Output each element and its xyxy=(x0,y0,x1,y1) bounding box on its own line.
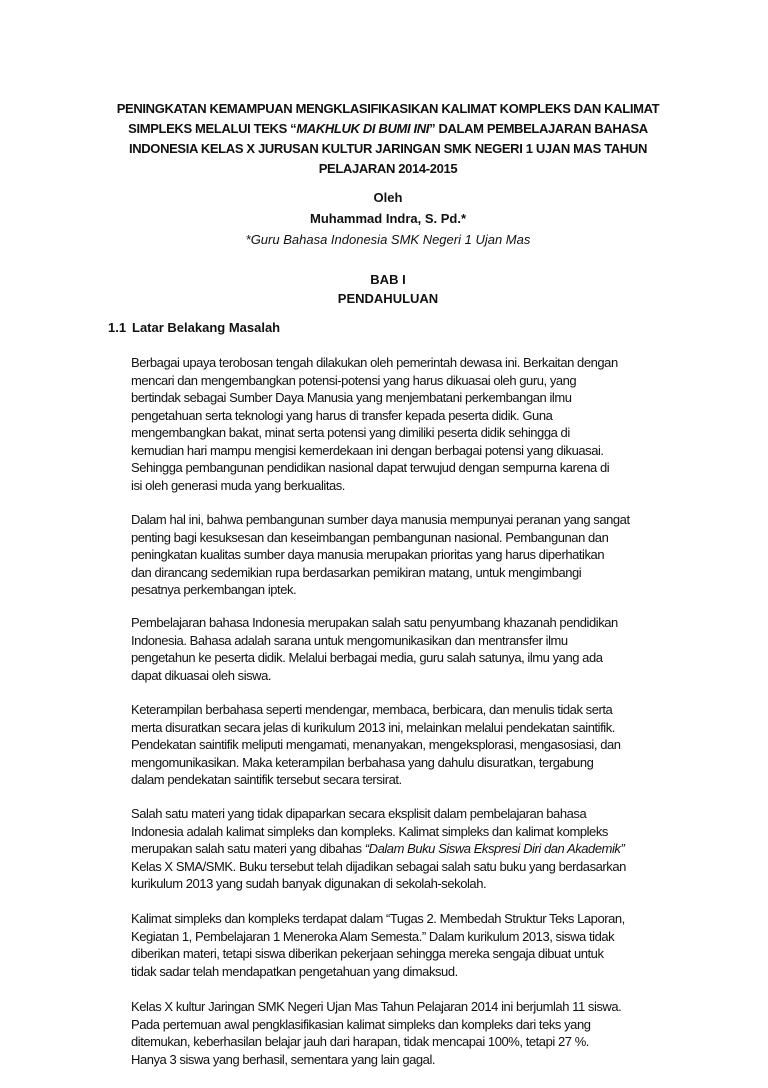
paragraph-1 xyxy=(131,354,671,494)
paragraph-line: dalam pendekatan saintifik tersebut secara tersirat. xyxy=(131,772,402,787)
paragraph-2 xyxy=(131,511,671,599)
paragraph-line: Kegiatan 1, Pembelajaran 1 Meneroka Alam Semesta.” Dalam kurikulum 2013, siswa tidak xyxy=(131,928,615,944)
section-heading xyxy=(108,320,280,335)
paragraph-line: Pendekatan saintifik meliputi mengamati, menanyakan, mengeksplorasi, mengasosiasi, dan xyxy=(131,737,621,752)
title-line-2-post: ” DALAM PEMBELAJARAN BAHASA xyxy=(429,121,648,136)
paragraph-line: bertindak sebagai Sumber Daya Manusia yang menjembatani perkembangan ilmu xyxy=(131,390,572,405)
title-italic-phrase: MAKHLUK DI BUMI INI xyxy=(296,121,430,136)
by-label: Oleh xyxy=(373,190,403,205)
paragraph-line: Kelas X SMA/SMK. Buku tersebut telah dijadikan sebagai salah satu buku yang berdasarkan xyxy=(131,858,626,874)
chapter-title: PENDAHULUAN xyxy=(337,291,439,306)
paragraph-3 xyxy=(131,614,671,684)
paragraph-line: diberikan materi, tetapi siswa diberikan pekerjaan sehingga mereka sengaja dibuat untuk xyxy=(131,946,604,961)
paragraph-line: Kelas X kultur Jaringan SMK Negeri Ujan Mas Tahun Pelajaran 2014 ini berjumlah 11 siswa. xyxy=(131,999,622,1014)
paragraph-line: pesatnya perkembangan iptek. xyxy=(131,582,297,597)
paragraph-line: Salah satu materi yang tidak dipaparkan secara eksplisit dalam pembelajaran bahasa xyxy=(131,806,587,821)
paragraph-line-with-italic xyxy=(131,840,671,858)
paragraph-6 xyxy=(131,910,671,980)
paragraph-line: Pada pertemuan awal pengklasifikasian kalimat simpleks dan kompleks dari teks yang xyxy=(131,1016,591,1032)
paragraph-line: tidak sadar telah mendapatkan pengetahuan yang dimaksud. xyxy=(131,963,458,979)
paragraph-line: isi oleh generasi muda yang berkualitas. xyxy=(131,477,345,493)
author-affiliation: *Guru Bahasa Indonesia SMK Negeri 1 Ujan Mas xyxy=(245,232,531,247)
paragraph-text: merupakan salah satu materi yang dibahas xyxy=(131,841,365,856)
paragraph-line: kurikulum 2013 yang sudah banyak digunakan di sekolah-sekolah. xyxy=(131,876,487,891)
paragraph-line: mengomunikasikan. Maka keterampilan berbahasa yang dahulu disuratkan, tergabung xyxy=(131,754,594,770)
paragraph-line: Berbagai upaya terobosan tengah dilakukan oleh pemerintah dewasa ini. Berkaitan dengan xyxy=(131,355,618,370)
paragraph-line: pengetahuan serta teknologi yang harus di transfer kepada peserta didik. Guna xyxy=(131,407,553,423)
paragraph-line: Hanya 3 siswa yang berhasil, sementara yang lain gagal. xyxy=(131,1051,436,1067)
paragraph-line: Pembelajaran bahasa Indonesia merupakan salah satu penyumbang khazanah pendidikan xyxy=(131,615,618,630)
paragraph-line: ditemukan, keberhasilan belajar jauh dari harapan, tidak mencapai 100%, tetapi 27 %. xyxy=(131,1034,589,1049)
paragraph-line: Dalam hal ini, bahwa pembangunan sumber daya manusia mempunyai peranan yang sangat xyxy=(131,512,630,527)
section-number: 1.1 xyxy=(108,320,127,335)
paragraph-line: dan dirancang sedemikian rupa berdasarkan pemikiran matang, untuk mengimbangi xyxy=(131,564,582,580)
author-name: Muhammad Indra, S. Pd.* xyxy=(309,211,467,226)
paragraph-line: Sehingga pembangunan pendidikan nasional dapat terwujud dengan sempurna karena di xyxy=(131,460,610,475)
section-title: Latar Belakang Masalah xyxy=(132,320,281,335)
paragraph-line: mengembangkan bakat, minat serta potensi yang dimiliki peserta didik sehingga di xyxy=(131,425,570,440)
title-line-3: INDONESIA KELAS X JURUSAN KULTUR JARINGAN SMK NEGERI 1 UJAN MAS TAHUN xyxy=(128,141,648,156)
document-title xyxy=(112,99,664,179)
paragraph-line: merta disuratkan secara jelas di kurikulum 2013 ini, melainkan melalui pendekatan saintifik. xyxy=(131,719,615,735)
paragraph-line: Indonesia adalah kalimat simpleks dan kompleks. Kalimat simpleks dan kalimat kompleks xyxy=(131,823,608,839)
paragraph-line: peningkatan kualitas sumber daya manusia merupakan prioritas yang harus diperhatikan xyxy=(131,547,605,562)
chapter-number: BAB I xyxy=(370,272,406,287)
book-title-italic: “Dalam Buku Siswa Ekspresi Diri dan Akademik” xyxy=(364,841,625,856)
paragraph-line: dapat dikuasai oleh siswa. xyxy=(131,667,272,683)
paragraph-5 xyxy=(131,805,671,893)
paragraph-line: Kalimat simpleks dan kompleks terdapat dalam “Tugas 2. Membedah Struktur Teks Laporan, xyxy=(131,911,625,926)
paragraph-line: mencari dan mengembangkan potensi-potensi yang harus dikuasai oleh guru, yang xyxy=(131,372,577,388)
paragraph-line: Keterampilan berbahasa seperti mendengar, membaca, berbicara, dan menulis tidak serta xyxy=(131,702,613,717)
title-line-4: PELAJARAN 2014-2015 xyxy=(318,161,458,176)
paragraph-7 xyxy=(131,998,671,1068)
paragraph-line: kemudian hari mampu mengisi kemerdekaan ini dengan berbagai potensi yang dikuasai. xyxy=(131,442,604,458)
paragraph-line: pengetahun ke peserta didik. Melalui berbagai media, guru salah satunya, ilmu yang ada xyxy=(131,650,603,665)
paragraph-line: penting bagi kesuksesan dan keseimbangan pembangunan nasional. Pembangunan dan xyxy=(131,529,609,545)
title-line-2-pre: SIMPLEKS MELALUI TEKS “ xyxy=(128,121,297,136)
paragraph-4 xyxy=(131,701,671,789)
paragraph-line: Indonesia. Bahasa adalah sarana untuk mengomunikasikan dan mentransfer ilmu xyxy=(131,632,568,648)
title-line-1: PENINGKATAN KEMAMPUAN MENGKLASIFIKASIKAN KALIMAT KOMPLEKS DAN KALIMAT xyxy=(116,101,660,116)
title-line-2 xyxy=(112,119,664,139)
